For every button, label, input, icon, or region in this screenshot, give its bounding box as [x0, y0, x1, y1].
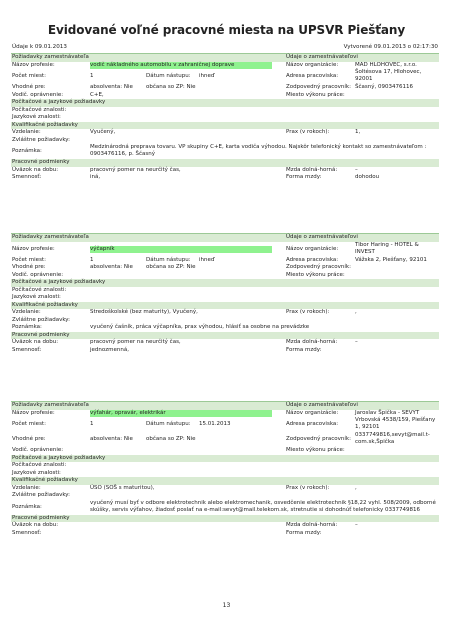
section-header: Pracovné podmienky	[11, 515, 439, 523]
profession-value: výčapník	[90, 246, 272, 254]
profession-value: vodič nákladného automobilu v zahraničnej doprave	[90, 62, 272, 70]
organization-value: MAD HLOHOVEC, s.r.o.	[355, 61, 417, 68]
note-value: vyučený musí byť v odbore elektrotechnik alebo elektromechanik, osvedčenie elektrotechnik §18,22 vyhl. 508/2009, odborné skúšky, servis výťahov, žiadosť poslať na e-mail:sevyt@mail.telekom.sk, stretnutie si dohodnúť telefonicky 0337749816	[90, 499, 436, 513]
address-value: Vrbovská 4538/159, Piešťany 1, 92101	[355, 417, 436, 430]
section-header: Kvalifikačné požiadavky	[11, 122, 439, 130]
address-value: Šoltésova 17, Hlohovec, 92001	[355, 69, 422, 82]
section-header: Pracovné podmienky	[11, 159, 439, 167]
section-header: Požiadavky zamestnávateľa Údaje o zamestnávateľovi	[11, 233, 439, 242]
section-header: Požiadavky zamestnávateľa Údaje o zamestnávateľovi	[11, 53, 439, 62]
note-value: vyučený čašník, práca výčapníka, prax výhodou, hlásiť sa osobne na prevádzke	[90, 324, 310, 330]
section-header: Počítačové a jazykové požiadavky	[11, 99, 439, 107]
section-header: Počítačové a jazykové požiadavky	[11, 455, 439, 463]
page-title: Evidované voľné pracovné miesta na UPSVR Piešťany	[47, 23, 406, 37]
organization-value: Tibor Haring - HOTEL & INVEST	[355, 241, 419, 255]
job-listing: Požiadavky zamestnávateľa Údaje o zamestnávateľovi Názov profesie: výčapník Názov organizácie: Tibor Haring - HOTEL & INVEST Počet miest: 1 Dátum nástupu: ihneď Adresa pracoviska: Vážska 2, Piešťany, 92101 Vhodné pre: absolventa: Nie občana so ZP: Nie Zodpovedný pracovník: Vodič. oprávnenie: Miesto výkonu práce: Počítačové a jazykové požiadavky Počítačové znalosti: Jazykové znalosti: Kvalifikačné požiadavky Vzdelanie: Stredoškolské (bez maturity), Vyučený, Prax (v rokoch): , Zvláštne požiadavky: Poznámka: vyučený čašník, práca výčapníka, prax výhodou, hlásiť sa osobne na prevádzke Pracovné podmienky Úväzok na dobu: pracovný pomer na neurčitý čas, Mzda dolná-horná: – Smennosť: jednozmenná, Forma mzdy:	[11, 233, 439, 354]
section-header: Kvalifikačné požiadavky	[11, 302, 439, 310]
section-header: Počítačové a jazykové požiadavky	[11, 279, 439, 287]
organization-value: Jaroslav Špička - SEVYT	[355, 409, 420, 416]
section-header: Pracovné podmienky	[11, 332, 439, 340]
section-header: Požiadavky zamestnávateľa Údaje o zamestnávateľovi	[11, 401, 439, 410]
created-date: Vytvorené 09.01.2013 o 02:17:30	[343, 44, 438, 50]
note-value: Medzinárodná preprava tovaru. VP skupiny C+E, karta vodiča výhodou. Najskôr telefonický kontakt so zamestnávateľom : 0903476116, p. Ščasný	[90, 144, 427, 157]
job-listing: Požiadavky zamestnávateľa Údaje o zamestnávateľovi Názov profesie: vodič nákladného automobilu v zahraničnej doprave Názov organizácie: MAD HLOHOVEC, s.r.o. Počet miest: 1 Dátum nástupu: ihneď Adresa pracoviska: Šoltésova 17, Hlohovec, 92001 Vhodné pre: absolventa: Nie občana so ZP: Nie Zodpovedný pracovník: Ščasný, 0903476116 Vodič. oprávnenie: C+E, Miesto výkonu práce: Počítačové a jazykové požiadavky Počítačové znalosti: Jazykové znalosti: Kvalifikačné požiadavky Vzdelanie: Vyučený, Prax (v rokoch): 1, Zvláštne požiadavky: Poznámka: Medzinárodná preprava tovaru. VP skupiny C+E, karta vodiča výhodou. Najskôr telefonický kontakt so zamestnávateľom : 0903476116, p. Ščasný Pracovné podmienky Úväzok na dobu: pracovný pomer na neurčitý čas, Mzda dolná-horná: – Smennosť: iná, Forma mzdy: dohodou	[11, 53, 439, 182]
job-listing: Požiadavky zamestnávateľa Údaje o zamestnávateľovi Názov profesie: výťahár, opravár, elektrikár Názov organizácie: Jaroslav Špička - SEVYT Počet miest: 1 Dátum nástupu: 15.01.2013 Adresa pracoviska: Vrbovská 4538/159, Piešťany 1, 92101 Vhodné pre: absolventa: Nie občana so ZP: Nie Zodpovedný pracovník: 0337749816,sevyt@mail.t-com.sk,Špička Vodič. oprávnenie: Miesto výkonu práce: Počítačové a jazykové požiadavky Počítačové znalosti: Jazykové znalosti: Kvalifikačné požiadavky Vzdelanie: ÚSO (SOŠ s maturitou), Prax (v rokoch): , Zvláštne požiadavky: Poznámka: vyučený musí byť v odbore elektrotechnik alebo elektromechanik, osvedčenie elektrotechnik §18,22 vyhl. 508/2009, odborné skúšky, servis výťahov, žiadosť poslať na e-mail:sevyt@mail.telekom.sk, stretnutie si dohodnúť telefonicky 0337749816 Pracovné podmienky Úväzok na dobu: Mzda dolná-horná: – Smennosť: Forma mzdy:	[11, 401, 439, 537]
section-header: Kvalifikačné požiadavky	[11, 477, 439, 485]
page-number: 13	[222, 602, 231, 609]
contact-value: 0337749816,sevyt@mail.t-com.sk,Špička	[355, 432, 430, 445]
data-date: Údaje k 09.01.2013	[12, 44, 67, 50]
profession-value: výťahár, opravár, elektrikár	[90, 410, 272, 418]
